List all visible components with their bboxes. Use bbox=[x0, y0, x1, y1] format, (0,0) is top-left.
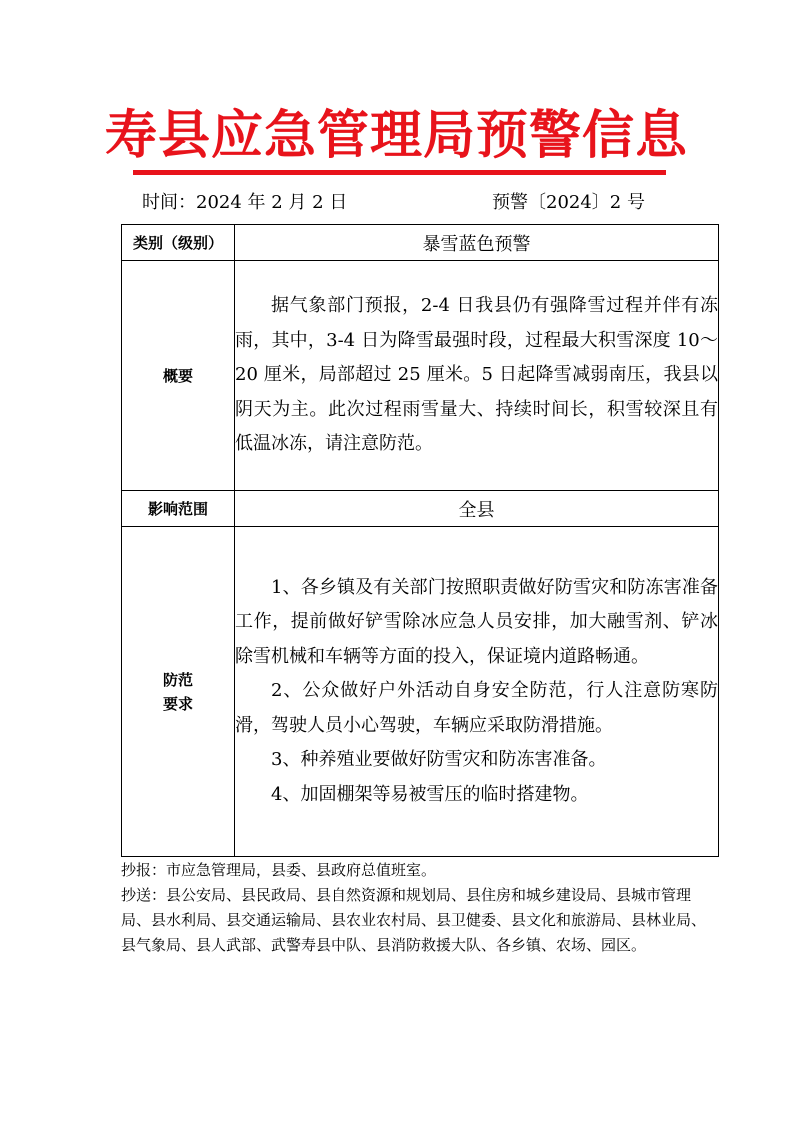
category-value: 暴雪蓝色预警 bbox=[235, 225, 719, 261]
table-row bbox=[122, 225, 719, 261]
warning-table bbox=[121, 224, 719, 857]
table-row bbox=[122, 527, 719, 857]
summary-cell bbox=[235, 261, 719, 491]
copy-to: 抄送：县公安局、县民政局、县自然资源和规划局、县住房和城乡建设局、县城市管理局、县水利局、县交通运输局、县农业农村局、县卫健委、县文化和旅游局、县林业局、县气象局、县人武部、武警寿县中队、县消防救援大队、各乡镇、农场、园区。 bbox=[121, 886, 707, 954]
report-to: 抄报：市应急管理局，县委、县政府总值班室。 bbox=[121, 861, 437, 879]
summary-text: 据气象部门预报，2-4 日我县仍有强降雪过程并伴有冻雨，其中，3-4 日为降雪最强时段，过程最大积雪深度 10～20 厘米，局部超过 25 厘米。5 日起降雪减弱南压，我县以阴天为主。此次过程雨雪量大、持续时间长，积雪较深且有低温冰冻，请注意防范。 bbox=[235, 295, 718, 455]
category-label: 类别（级别） bbox=[122, 225, 235, 261]
prevention-label-line-2: 要求 bbox=[162, 694, 193, 713]
title-underline bbox=[133, 170, 666, 175]
list-item: 1、各乡镇及有关部门按照职责做好防雪灾和防冻害准备工作，提前做好铲雪除冰应急人员安排，加大融雪剂、铲冰除雪机械和车辆等方面的投入，保证境内道路畅通。 bbox=[235, 576, 718, 667]
list-item: 3、种养殖业要做好防雪灾和防冻害准备。 bbox=[271, 749, 607, 771]
scope-value: 全县 bbox=[235, 491, 719, 527]
document-title: 寿县应急管理局预警信息 bbox=[104, 106, 688, 166]
prevention-label-line-1: 防范 bbox=[162, 670, 193, 689]
summary-label: 概要 bbox=[122, 261, 235, 491]
table-row bbox=[122, 491, 719, 527]
prevention-cell bbox=[235, 527, 719, 857]
distribution-footer bbox=[121, 858, 719, 958]
table-row bbox=[122, 261, 719, 491]
scope-label: 影响范围 bbox=[122, 491, 235, 527]
prevention-label bbox=[122, 527, 235, 857]
list-item: 4、加固棚架等易被雪压的临时搭建物。 bbox=[271, 783, 589, 805]
warning-number: 预警〔2024〕2 号 bbox=[492, 192, 645, 213]
issue-date: 时间：2024 年 2 月 2 日 bbox=[142, 192, 348, 213]
list-item: 2、公众做好户外活动自身安全防范，行人注意防寒防滑，驾驶人员小心驾驶，车辆应采取防滑措施。 bbox=[235, 680, 718, 736]
